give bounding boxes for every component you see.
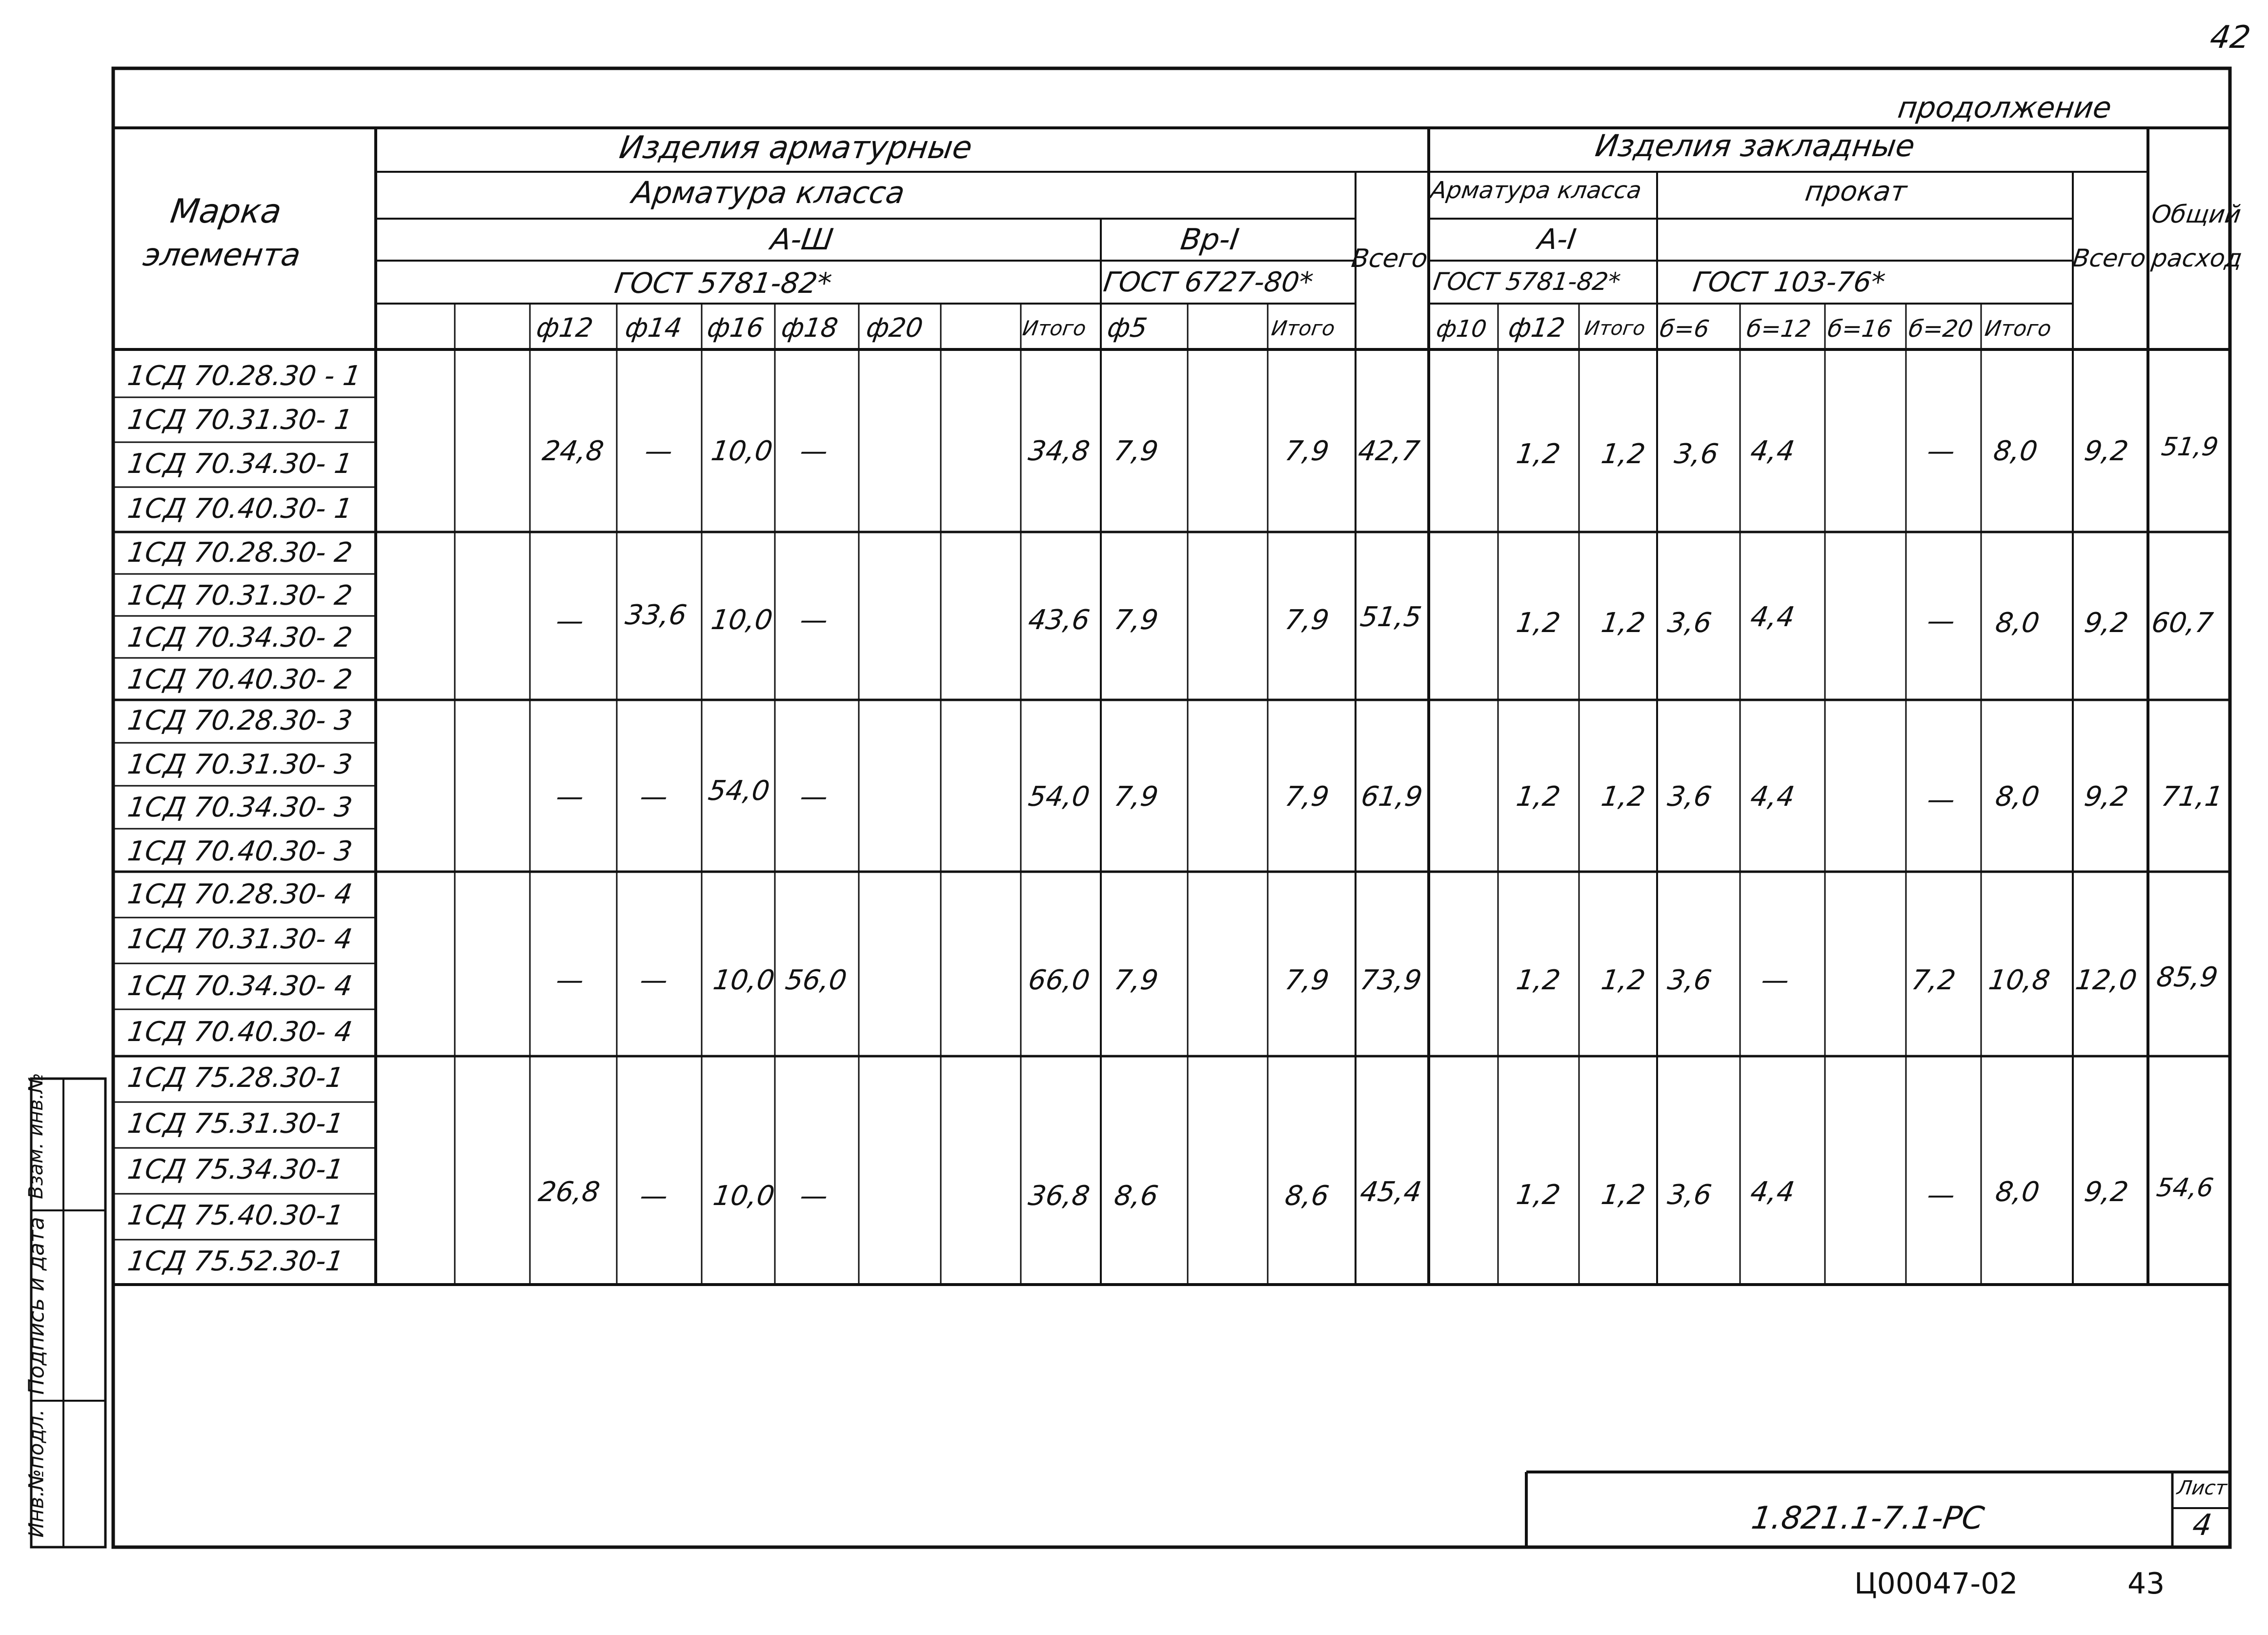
sheet-label: Лист <box>2175 1477 2228 1499</box>
value-b6: 3,6 <box>1665 964 1714 996</box>
value-itogo2: 7,9 <box>1283 964 1331 996</box>
value-d5: 7,9 <box>1112 781 1160 813</box>
header-a3: А-Ш <box>769 223 835 257</box>
header-rolled: прокат <box>1803 176 1909 207</box>
header-emb-armature-class: Арматура класса <box>1429 177 1643 204</box>
mark-cell: 1СД 70.28.30 - 1 <box>125 360 363 392</box>
value-itogo2: 7,9 <box>1283 604 1331 636</box>
value-vsego: 42,7 <box>1356 435 1422 467</box>
value-itogo1: 54,0 <box>1026 781 1092 813</box>
value-b20: — <box>1925 784 1957 816</box>
value-d5: 7,9 <box>1112 964 1160 996</box>
value-b12: 4,4 <box>1748 1176 1797 1208</box>
value-b12: 4,4 <box>1748 781 1797 813</box>
value-d5: 7,9 <box>1112 435 1160 467</box>
value-itogo1: 66,0 <box>1026 964 1092 996</box>
col-d16: ф16 <box>705 312 766 343</box>
value-vsego: 51,5 <box>1358 601 1424 633</box>
value-d18: 56,0 <box>783 964 849 996</box>
value-b6: 3,6 <box>1672 438 1721 470</box>
value-itogo2: 7,9 <box>1283 781 1331 813</box>
value-d16: 54,0 <box>706 775 772 807</box>
mark-cell: 1СД 70.40.30- 4 <box>125 1016 354 1048</box>
mark-cell: 1СД 70.31.30- 1 <box>125 404 354 436</box>
value-b6: 3,6 <box>1665 607 1714 639</box>
value-itogo3: 8,0 <box>1991 435 2040 467</box>
value-b12: 4,4 <box>1748 435 1797 467</box>
value-total: 85,9 <box>2154 961 2220 993</box>
value-b6: 3,6 <box>1665 1179 1714 1211</box>
value-b20: — <box>1925 435 1957 467</box>
value-itogo1: 36,8 <box>1026 1180 1092 1212</box>
header-total-use-1: Общий <box>2149 200 2243 228</box>
header-armature-products: Изделия арматурные <box>617 130 974 166</box>
mark-cell: 1СД 70.34.30- 2 <box>125 622 354 654</box>
header-gost-bp1: ГОСТ 6727-80* <box>1101 266 1315 298</box>
header-embedded-products: Изделия закладные <box>1593 128 1917 164</box>
value-e-d12: 1,2 <box>1514 607 1562 639</box>
value-d16: 10,0 <box>711 964 777 996</box>
footer-code: Ц00047-02 <box>1854 1567 2018 1601</box>
value-b12: 4,4 <box>1748 601 1797 633</box>
page-number-top: 42 <box>2207 20 2253 56</box>
col-b12: б=12 <box>1745 315 1813 343</box>
value-itogo3: 8,0 <box>1993 781 2042 813</box>
value-d5: 8,6 <box>1112 1180 1160 1212</box>
value-d14: — <box>638 1180 670 1212</box>
value-d18: — <box>798 781 830 813</box>
value-itogo1: 34,8 <box>1026 435 1092 467</box>
value-b6: 3,6 <box>1665 781 1714 813</box>
value-d12: — <box>554 605 586 637</box>
value-b20: — <box>1925 1179 1957 1211</box>
value-itogo3: 10,8 <box>1986 964 2052 996</box>
mark-cell: 1СД 75.34.30-1 <box>125 1154 346 1185</box>
value-total: 60,7 <box>2149 607 2215 639</box>
header-gost-a1: ГОСТ 5781-82* <box>1431 267 1622 296</box>
value-e-itogo: 1,2 <box>1599 438 1647 470</box>
stamp-inv-replace: Взам. инв.№ <box>25 1073 47 1199</box>
header-gost-rolled: ГОСТ 103-76* <box>1691 266 1887 298</box>
value-b12: — <box>1759 964 1791 996</box>
sheet-number: 4 <box>2190 1508 2214 1542</box>
value-vsego: 45,4 <box>1358 1176 1424 1208</box>
col-d5: ф5 <box>1105 312 1149 343</box>
header-gost-a3: ГОСТ 5781-82* <box>612 266 834 300</box>
col-d18: ф18 <box>779 312 840 343</box>
mark-cell: 1СД 75.40.30-1 <box>125 1200 346 1231</box>
mark-cell: 1СД 70.40.30- 1 <box>125 493 354 525</box>
value-e-d12: 1,2 <box>1514 1179 1562 1211</box>
header-armature-class: Арматура класса <box>629 175 907 210</box>
header-total-right: Всего <box>2070 244 2148 272</box>
value-itogo3: 8,0 <box>1993 607 2042 639</box>
col-b6: б=6 <box>1658 315 1711 343</box>
mark-cell: 1СД 70.28.30- 4 <box>125 879 354 910</box>
mark-cell: 1СД 70.28.30- 3 <box>125 705 354 736</box>
stamp-sign-date: Подпись и дата <box>24 1217 49 1395</box>
header-a1: А-I <box>1536 223 1579 256</box>
header-bp1: Вр-I <box>1178 223 1241 257</box>
header-total-left: Всего <box>1349 244 1430 273</box>
col-d14: ф14 <box>623 312 684 343</box>
value-itogo3: 8,0 <box>1993 1176 2042 1208</box>
col-d20: ф20 <box>864 312 925 343</box>
mark-cell: 1СД 75.52.30-1 <box>125 1246 346 1277</box>
col-itogo-1: Итого <box>1021 316 1088 340</box>
value-d12: — <box>554 781 586 813</box>
value-vsego2: 9,2 <box>2082 781 2130 813</box>
value-total: 51,9 <box>2159 432 2220 462</box>
header-element: элемента <box>141 237 303 273</box>
value-itogo2: 8,6 <box>1283 1180 1331 1212</box>
value-vsego2: 9,2 <box>2082 607 2130 639</box>
value-e-d12: 1,2 <box>1514 781 1562 813</box>
col-e-itogo-2: Итого <box>1983 316 2053 341</box>
value-vsego2: 9,2 <box>2082 1176 2130 1208</box>
col-itogo-2: Итого <box>1270 316 1336 340</box>
value-e-d12: 1,2 <box>1514 438 1562 470</box>
doc-code: 1.821.1-7.1-РС <box>1749 1500 1986 1536</box>
value-total: 54,6 <box>2154 1173 2215 1203</box>
value-vsego2: 12,0 <box>2073 964 2139 996</box>
value-d5: 7,9 <box>1112 604 1160 636</box>
col-d12: ф12 <box>534 312 595 343</box>
value-d14: — <box>638 781 670 813</box>
mark-cell: 1СД 70.28.30- 2 <box>125 537 354 569</box>
value-d16: 10,0 <box>709 435 775 467</box>
value-itogo2: 7,9 <box>1283 435 1331 467</box>
mark-cell: 1СД 75.31.30-1 <box>125 1108 346 1140</box>
value-d12: — <box>554 964 586 996</box>
value-d14: — <box>638 964 670 996</box>
col-b20: б=20 <box>1907 315 1975 343</box>
stamp-inv-orig: Инв.№подл. <box>24 1409 48 1538</box>
value-e-itogo: 1,2 <box>1599 607 1647 639</box>
value-e-itogo: 1,2 <box>1599 1179 1647 1211</box>
mark-cell: 1СД 70.34.30- 3 <box>125 792 354 823</box>
mark-cell: 1СД 70.34.30- 4 <box>125 970 354 1002</box>
mark-cell: 1СД 75.28.30-1 <box>125 1062 346 1094</box>
value-vsego2: 9,2 <box>2082 435 2130 467</box>
value-d12: 24,8 <box>540 435 606 467</box>
value-vsego: 73,9 <box>1358 964 1424 996</box>
value-e-itogo: 1,2 <box>1599 964 1647 996</box>
value-b20: — <box>1925 605 1957 637</box>
value-d18: — <box>798 1180 830 1212</box>
footer-page: 43 <box>2127 1567 2165 1601</box>
value-total: 71,1 <box>2159 781 2225 813</box>
value-d18: — <box>798 604 830 636</box>
mark-cell: 1СД 70.31.30- 2 <box>125 580 354 612</box>
header-mark: Марка <box>168 192 284 231</box>
col-b16: б=16 <box>1826 315 1894 343</box>
value-itogo1: 43,6 <box>1026 604 1092 636</box>
value-d14: 33,6 <box>623 599 689 631</box>
value-d16: 10,0 <box>711 1180 777 1212</box>
mark-cell: 1СД 70.40.30- 3 <box>125 836 354 867</box>
col-e-itogo: Итого <box>1583 317 1647 340</box>
col-e-d10: ф10 <box>1435 315 1489 343</box>
mark-cell: 1СД 70.31.30- 3 <box>125 749 354 780</box>
col-e-d12: ф12 <box>1506 312 1567 343</box>
mark-cell: 1СД 70.31.30- 4 <box>125 923 354 955</box>
value-d14: — <box>643 435 675 467</box>
value-d18: — <box>798 435 830 467</box>
header-total-use-2: расход <box>2149 244 2244 272</box>
mark-cell: 1СД 70.40.30- 2 <box>125 664 354 695</box>
mark-cell: 1СД 70.34.30- 1 <box>125 448 354 480</box>
value-e-itogo: 1,2 <box>1599 781 1647 813</box>
value-d12: 26,8 <box>536 1176 602 1208</box>
continuation-label: продолжение <box>1896 91 2114 125</box>
value-e-d12: 1,2 <box>1514 964 1562 996</box>
value-d16: 10,0 <box>709 604 775 636</box>
value-b20: 7,2 <box>1909 964 1958 996</box>
value-vsego: 61,9 <box>1359 781 1425 813</box>
